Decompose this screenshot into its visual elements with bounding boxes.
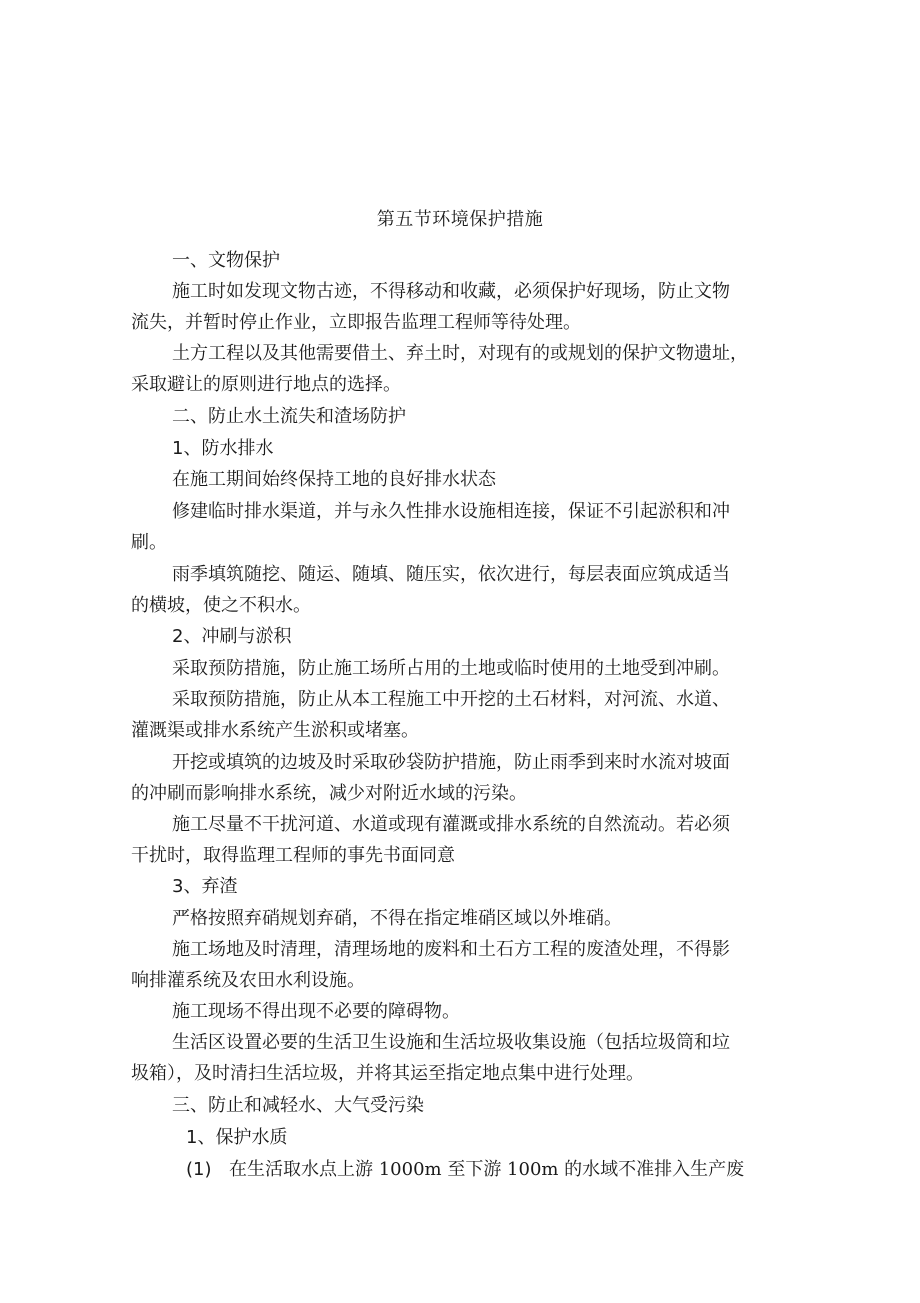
page-title: 第五节环境保护措施 bbox=[376, 209, 544, 230]
paragraph-line: 生活区设置必要的生活卫生设施和生活垃圾收集设施（包括垃圾筒和垃 bbox=[172, 1032, 730, 1053]
subheading-spoil: 3、弃渣 bbox=[172, 876, 238, 897]
paragraph-line: 在施工期间始终保持工地的良好排水状态 bbox=[172, 469, 496, 490]
heading-cultural-relics: 一、文物保护 bbox=[172, 250, 280, 271]
paragraph-line: 施工现场不得出现不必要的障碍物。 bbox=[172, 1001, 460, 1022]
paragraph-line: 采取预防措施，防止施工场所占用的土地或临时使用的土地受到冲刷。 bbox=[172, 658, 730, 679]
paragraph-line: 干扰时，取得监理工程师的事先书面同意 bbox=[131, 845, 455, 866]
list-item-text: 在生活取水点上游 1000m 至下游 100m 的水域不准排入生产废 bbox=[229, 1159, 745, 1180]
paragraph-line: 施工场地及时清理，清理场地的废料和土石方工程的废渣处理，不得影 bbox=[172, 939, 730, 960]
subheading-water-quality: 1、保护水质 bbox=[186, 1127, 288, 1148]
paragraph-line: 刷。 bbox=[131, 532, 167, 553]
subheading-drainage: 1、防水排水 bbox=[172, 438, 274, 459]
paragraph-line: 施工尽量不干扰河道、水道或现有灌溉或排水系统的自然流动。若必须 bbox=[172, 814, 730, 835]
paragraph-line: 修建临时排水渠道，并与永久性排水设施相连接，保证不引起淤积和冲 bbox=[172, 501, 730, 522]
paragraph-line: 圾箱），及时清扫生活垃圾，并将其运至指定地点集中进行处理。 bbox=[131, 1063, 644, 1084]
heading-pollution: 三、防止和减轻水、大气受污染 bbox=[172, 1095, 424, 1116]
paragraph-line: 施工时如发现文物古迹，不得移动和收藏，必须保护好现场，防止文物 bbox=[172, 281, 730, 302]
subheading-scour: 2、冲刷与淤积 bbox=[172, 626, 292, 647]
paragraph-line: 严格按照弃硝规划弃硝，不得在指定堆硝区域以外堆硝。 bbox=[172, 908, 622, 929]
paragraph-line: 的冲刷而影响排水系统，减少对附近水域的污染。 bbox=[131, 783, 527, 804]
paragraph-line: 土方工程以及其他需要借土、弃土时，对现有的或规划的保护文物遗址， bbox=[172, 343, 748, 364]
list-item-number: (1) bbox=[186, 1159, 212, 1180]
paragraph-line: 开挖或填筑的边坡及时采取砂袋防护措施，防止雨季到来时水流对坡面 bbox=[172, 752, 730, 773]
paragraph-line: 采取避让的原则进行地点的选择。 bbox=[131, 374, 401, 395]
heading-soil-erosion: 二、防止水土流失和渣场防护 bbox=[172, 406, 406, 427]
paragraph-line: 灌溉渠或排水系统产生淤积或堵塞。 bbox=[131, 720, 419, 741]
paragraph-line: 的横坡，使之不积水。 bbox=[131, 595, 311, 616]
paragraph-line: 流失，并暂时停止作业，立即报告监理工程师等待处理。 bbox=[131, 312, 581, 333]
paragraph-line: 响排灌系统及农田水利设施。 bbox=[131, 970, 365, 991]
paragraph-line: 采取预防措施，防止从本工程施工中开挖的土石材料，对河流、水道、 bbox=[172, 689, 730, 710]
paragraph-line: 雨季填筑随挖、随运、随填、随压实，依次进行，每层表面应筑成适当 bbox=[172, 564, 730, 585]
